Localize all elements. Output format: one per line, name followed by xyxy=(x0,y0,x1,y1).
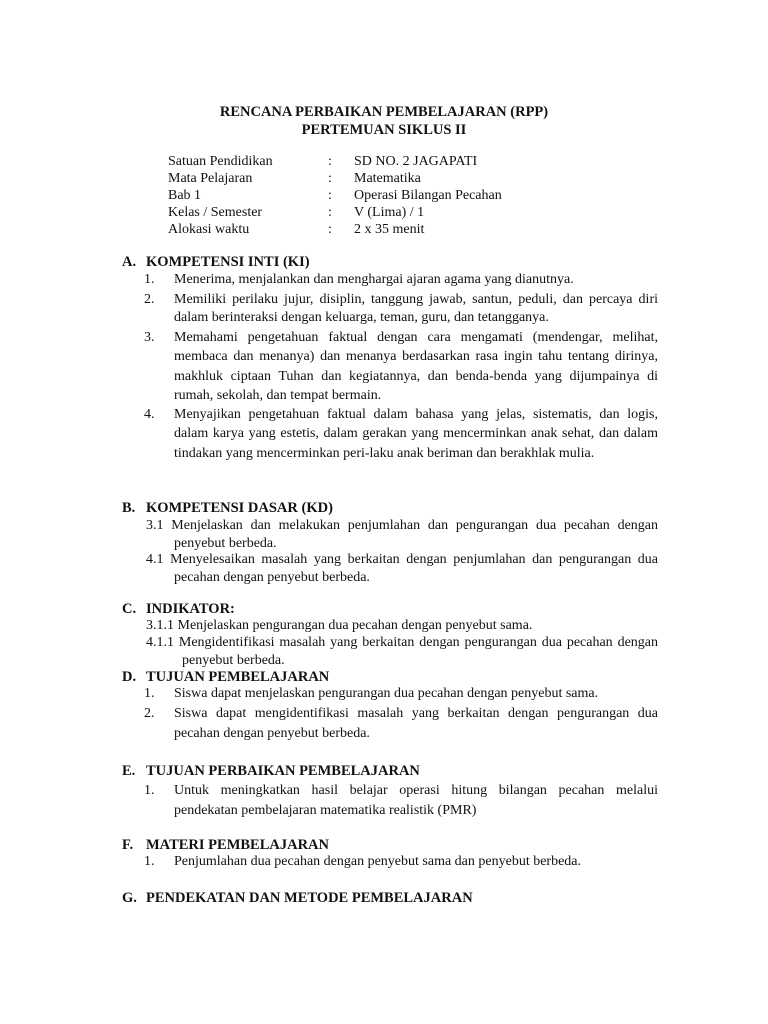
item-number: 1. xyxy=(144,686,155,701)
list-item xyxy=(144,405,658,463)
item-text: Siswa dapat mengidentifikasi masalah yang berkaitan dengan pengurangan dua pecahan dengan penyebut berbeda. xyxy=(174,706,658,741)
meta-label: Kelas / Semester xyxy=(168,205,263,220)
section-title: PENDEKATAN DAN METODE PEMBELAJARAN xyxy=(146,890,473,906)
list-item xyxy=(146,617,658,635)
item-number: 1. xyxy=(144,783,155,798)
item-text: 3.1.1 Menjelaskan pengurangan dua pecahan dengan penyebut sama. xyxy=(146,618,533,633)
item-number: 3. xyxy=(144,330,155,345)
list-item xyxy=(144,271,658,289)
section-g-heading xyxy=(122,889,473,907)
meta-label: Satuan Pendidikan xyxy=(168,154,273,169)
list-item xyxy=(144,853,658,871)
section-letter: G. xyxy=(122,890,137,906)
section-c-heading xyxy=(122,600,235,618)
section-title: INDIKATOR: xyxy=(146,601,235,617)
list-item xyxy=(144,781,658,820)
item-number: 2. xyxy=(144,292,155,307)
meta-value: V (Lima) / 1 xyxy=(354,205,425,220)
item-text: Memahami pengetahuan faktual dengan cara mengamati (mendengar, melihat, membaca dan menanya) dan menanya berdasarkan rasa ingin tahu tentang dirinya, makhluk ciptaan Tuhan dan kegiatannya, dan benda-benda yang dijumpainya di rumah, sekolah, dan tempat bermain. xyxy=(174,330,658,403)
section-d-heading xyxy=(122,668,329,686)
section-title: TUJUAN PEMBELAJARAN xyxy=(146,669,330,685)
meta-value: SD NO. 2 JAGAPATI xyxy=(354,154,478,169)
meta-label: Mata Pelajaran xyxy=(168,171,253,186)
meta-value: Matematika xyxy=(354,171,421,186)
section-a-heading xyxy=(122,253,310,271)
section-letter: F. xyxy=(122,837,134,853)
list-item xyxy=(144,704,658,743)
list-item xyxy=(146,551,658,587)
section-f-heading xyxy=(122,836,329,854)
document-subtitle: PERTEMUAN SIKLUS II xyxy=(301,122,467,138)
item-text: 4.1.1 Mengidentifikasi masalah yang berkaitan dengan pengurangan dua pecahan dengan penyebut berbeda. xyxy=(146,635,658,668)
item-text: Penjumlahan dua pecahan dengan penyebut sama dan penyebut berbeda. xyxy=(174,854,582,869)
meta-label: Bab 1 xyxy=(168,188,202,203)
list-item xyxy=(144,328,658,405)
item-text: Siswa dapat menjelaskan pengurangan dua pecahan dengan penyebut sama. xyxy=(174,686,599,701)
section-b-heading xyxy=(122,499,333,517)
item-text: Memiliki perilaku jujur, disiplin, tanggung jawab, santun, peduli, dan percaya diri dalam berinteraksi dengan keluarga, teman, guru, dan tetangganya. xyxy=(174,292,658,325)
list-item xyxy=(144,291,658,327)
section-letter: D. xyxy=(122,669,137,685)
section-title: MATERI PEMBELAJARAN xyxy=(146,837,329,853)
meta-colon: : xyxy=(328,205,332,220)
list-item xyxy=(144,685,658,703)
section-letter: E. xyxy=(122,763,136,779)
meta-value: Operasi Bilangan Pecahan xyxy=(354,188,502,203)
section-title: TUJUAN PERBAIKAN PEMBELAJARAN xyxy=(146,763,420,779)
meta-colon: : xyxy=(328,154,332,169)
item-text: Menyajikan pengetahuan faktual dalam bahasa yang jelas, sistematis, dan logis, dalam karya yang estetis, dalam gerakan yang mencerminkan anak sehat, dan dalam tindakan yang mencerminkan peri-laku anak beriman dan berakhlak mulia. xyxy=(174,407,658,461)
list-item xyxy=(146,634,658,670)
meta-colon: : xyxy=(328,188,332,203)
item-text: Menerima, menjalankan dan menghargai ajaran agama yang dianutnya. xyxy=(174,272,574,287)
meta-value: 2 x 35 menit xyxy=(354,222,425,237)
item-number: 4. xyxy=(144,407,155,422)
item-number: 1. xyxy=(144,854,155,869)
section-letter: B. xyxy=(122,500,136,516)
document-title: RENCANA PERBAIKAN PEMBELAJARAN (RPP) xyxy=(219,104,549,120)
item-text: 4.1 Menyelesaikan masalah yang berkaitan dengan penjumlahan dan pengurangan dua pecahan dengan penyebut berbeda. xyxy=(146,552,658,585)
section-title: KOMPETENSI INTI (KI) xyxy=(146,254,310,270)
meta-colon: : xyxy=(328,171,332,186)
item-text: Untuk meningkatkan hasil belajar operasi hitung bilangan pecahan melalui pendekatan pembelajaran matematika realistik (PMR) xyxy=(174,783,658,818)
item-text: 3.1 Menjelaskan dan melakukan penjumlahan dan pengurangan dua pecahan dengan penyebut berbeda. xyxy=(146,518,658,551)
section-e-heading xyxy=(122,762,420,780)
meta-label: Alokasi waktu xyxy=(168,222,250,237)
item-number: 1. xyxy=(144,272,155,287)
item-number: 2. xyxy=(144,706,155,721)
section-letter: A. xyxy=(122,254,137,270)
section-letter: C. xyxy=(122,601,137,617)
list-item xyxy=(146,517,658,553)
meta-colon: : xyxy=(328,222,332,237)
section-title: KOMPETENSI DASAR (KD) xyxy=(146,500,333,516)
